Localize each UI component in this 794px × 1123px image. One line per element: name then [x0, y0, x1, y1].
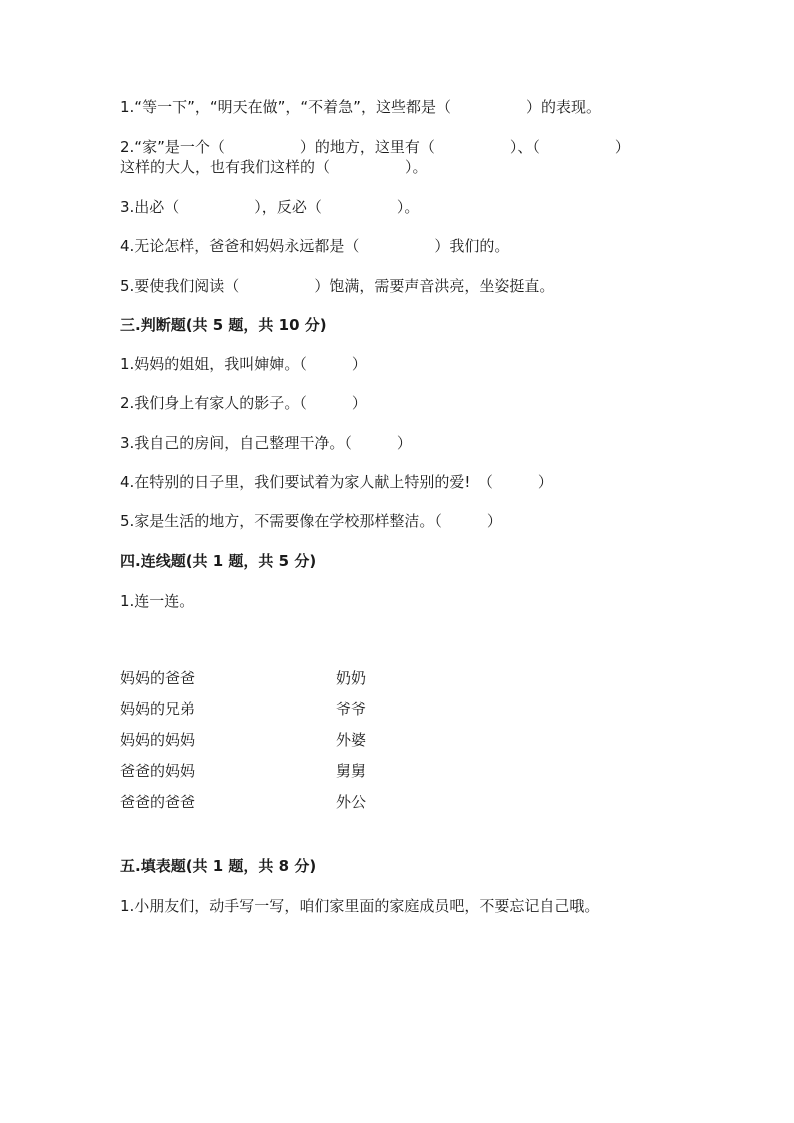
- fill-blank-q4: 4.无论怎样，爸爸和妈妈永远都是（ ）我们的。: [120, 237, 510, 255]
- matching-left-item: 妈妈的妈妈: [120, 731, 196, 749]
- matching-left-item: 妈妈的爸爸: [120, 669, 196, 687]
- matching-left-item: 爸爸的妈妈: [120, 762, 196, 780]
- matching-right-item: 舅舅: [336, 762, 367, 780]
- judgement-item: 2.我们身上有家人的影子。（ ）: [120, 394, 367, 412]
- judgement-item: 1.妈妈的姐姐，我叫婶婶。（ ）: [120, 355, 367, 373]
- fill-blank-q2-line2: 这样的大人，也有我们这样的（ ）。: [120, 158, 428, 176]
- matching-prompt: 1.连一连。: [120, 592, 195, 610]
- judgement-item: 5.家是生活的地方，不需要像在学校那样整洁。（ ）: [120, 512, 502, 530]
- fill-blank-q1: 1.“等一下”，“明天在做”，“不着急”，这些都是（ ）的表现。: [120, 98, 601, 116]
- matching-left-item: 妈妈的兄弟: [120, 700, 196, 718]
- matching-right-item: 外婆: [336, 731, 367, 749]
- judgement-item: 3.我自己的房间，自己整理干净。（ ）: [120, 434, 412, 452]
- fill-blank-q2-line1: 2.“家”是一个（ ）的地方，这里有（ ）、（ ）: [120, 138, 630, 156]
- matching-right-item: 爷爷: [336, 700, 367, 718]
- judgement-item: 4.在特别的日子里，我们要试着为家人献上特别的爱! （ ）: [120, 473, 553, 491]
- matching-left-item: 爸爸的爸爸: [120, 793, 196, 811]
- matching-right-item: 外公: [336, 793, 367, 811]
- section-heading-judgement: 三.判断题(共 5 题，共 10 分): [120, 316, 327, 334]
- section-heading-table-fill: 五.填表题(共 1 题，共 8 分): [120, 857, 317, 875]
- fill-blank-q3: 3.出必（ ），反必（ ）。: [120, 198, 420, 216]
- fill-blank-q5: 5.要使我们阅读（ ）饱满，需要声音洪亮，坐姿挺直。: [120, 277, 555, 295]
- section-heading-matching: 四.连线题(共 1 题，共 5 分): [120, 552, 317, 570]
- matching-right-item: 奶奶: [336, 669, 367, 687]
- table-fill-prompt: 1.小朋友们，动手写一写，咱们家里面的家庭成员吧，不要忘记自己哦。: [120, 897, 600, 915]
